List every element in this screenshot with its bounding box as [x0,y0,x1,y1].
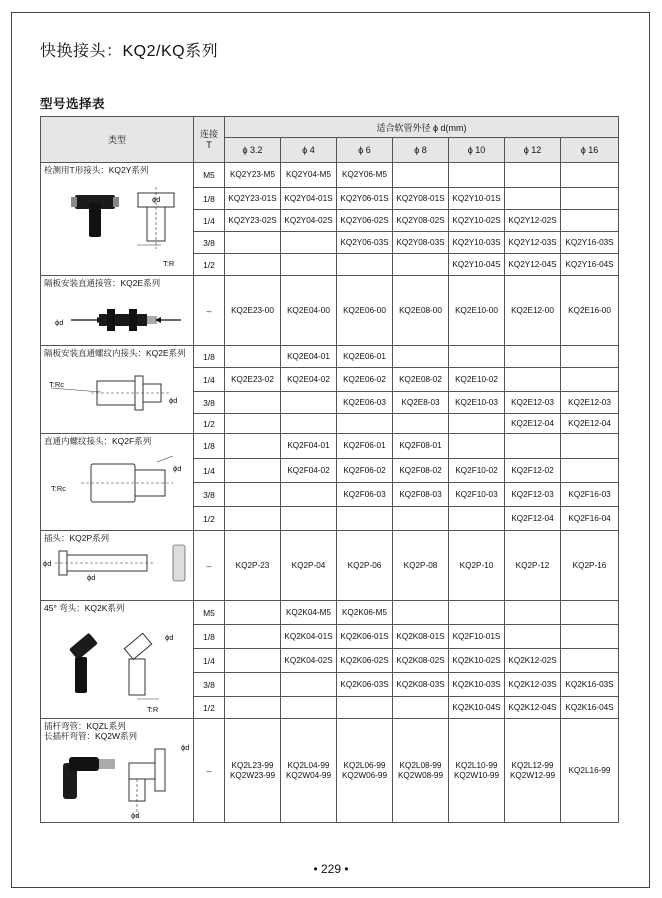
part-number-cell [225,254,281,276]
table-row [41,276,619,346]
dimension-label: T:R [163,259,175,268]
part-number-cell: KQ2Y16-04S [561,254,619,276]
part-number-cell: KQ2E06-02 [337,368,393,392]
connection-thread: M5 [194,163,225,188]
header-size: ϕ 10 [449,138,505,163]
connection-thread: 1/4 [194,368,225,392]
part-number-cell [225,232,281,254]
part-number-cell: KQ2F12-04 [505,507,561,531]
part-number-cell: KQ2E10-02 [449,368,505,392]
part-number-cell [225,697,281,719]
part-number-cell [393,507,449,531]
part-number-cell: KQ2E06-03 [337,392,393,414]
part-number-cell: KQ2Y10-04S [449,254,505,276]
part-number-cell: KQ2Y06-01S [337,188,393,210]
dimension-label: T:Rc [49,380,64,389]
type-cell [41,531,194,601]
part-number-cell [281,232,337,254]
type-cell [41,719,194,823]
part-number-cell: KQ2E12-03 [505,392,561,414]
part-number-cell: KQ2E23-02 [225,368,281,392]
part-number-cell [337,697,393,719]
part-number-cell: KQ2Y04-M5 [281,163,337,188]
header-size: ϕ 12 [505,138,561,163]
part-number-cell: KQ2F12-02 [505,459,561,483]
part-number-cell: KQ2K04-02S [281,649,337,673]
part-number-cell: KQ2F10-01S [449,625,505,649]
part-number-cell: KQ2E04-02 [281,368,337,392]
table-row [41,601,619,625]
part-number-cell [225,673,281,697]
part-number-cell: KQ2Y06-03S [337,232,393,254]
connection-thread: 1/8 [194,625,225,649]
part-number-cell: KQ2L04-99 KQ2W04-99 [281,719,337,823]
part-number-cell: KQ2K06-03S [337,673,393,697]
dimension-label: ϕd [165,633,174,642]
fitting-drawing [41,346,194,432]
header-type: 类型 [41,117,194,163]
part-number-cell: KQ2K06-02S [337,649,393,673]
part-number-cell: KQ2E08-02 [393,368,449,392]
dimension-label: ϕd [87,573,96,582]
part-number-cell: KQ2K10-02S [449,649,505,673]
part-number-cell: KQ2L16-99 [561,719,619,823]
part-number-cell: KQ2Y10-03S [449,232,505,254]
type-name: 隔板安装直通螺纹内接头：KQ2E系列 [44,348,186,358]
part-number-cell [393,163,449,188]
part-number-cell: KQ2F04-02 [281,459,337,483]
part-number-cell [505,346,561,368]
type-name: 隔板安装直通接管：KQ2E系列 [44,278,161,288]
part-number-cell [281,392,337,414]
type-cell [41,601,194,719]
part-number-cell [225,392,281,414]
type-name: 直通内螺纹接头：KQ2F系列 [44,436,152,446]
part-number-cell: KQ2P-12 [505,531,561,601]
part-number-cell [561,188,619,210]
part-number-cell: KQ2P-08 [393,531,449,601]
part-number-cell [449,507,505,531]
type-name: 插杆弯管：KQZL系列 长插杆弯管：KQ2W系列 [44,721,138,741]
part-number-cell [505,601,561,625]
part-number-cell [337,507,393,531]
part-number-cell [281,673,337,697]
part-number-cell: KQ2Y08-02S [393,210,449,232]
header-size: ϕ 4 [281,138,337,163]
part-number-cell [281,483,337,507]
part-number-cell: KQ2K06-M5 [337,601,393,625]
elbow-body-icon [69,633,98,660]
part-number-cell: KQ2E10-00 [449,276,505,346]
type-cell [41,434,194,531]
part-number-cell [449,346,505,368]
fitting-drawing [41,163,194,274]
table-row [41,163,619,188]
elbow-outline-icon [129,763,155,779]
part-number-cell: KQ2Y12-04S [505,254,561,276]
part-number-cell: KQ2K08-03S [393,673,449,697]
part-number-cell [505,625,561,649]
connection-thread: 1/2 [194,507,225,531]
part-number-cell [561,649,619,673]
part-number-cell: KQ2K04-01S [281,625,337,649]
header-size: ϕ 16 [561,138,619,163]
type-cell [41,276,194,346]
dimension-label: ϕd [181,743,190,752]
header-tube-od: 适合软管外径 ϕ d(mm) [225,117,619,138]
dimension-label: ϕd [169,396,178,405]
part-number-cell: KQ2L23-99 KQ2W23-99 [225,719,281,823]
part-number-cell: KQ2Y23-01S [225,188,281,210]
connection-thread: – [194,719,225,823]
part-number-cell [225,483,281,507]
type-name: 检测用T形接头：KQ2Y系列 [44,165,149,175]
part-number-cell: KQ2F06-02 [337,459,393,483]
section-title: 型号选择表 [40,97,106,111]
part-number-cell [449,414,505,434]
part-number-cell: KQ2Y06-M5 [337,163,393,188]
part-number-cell: KQ2P-04 [281,531,337,601]
part-number-cell [449,601,505,625]
part-number-cell: KQ2L10-99 KQ2W10-99 [449,719,505,823]
connection-thread: 1/2 [194,697,225,719]
fitting-drawing [41,601,194,717]
type-cell [41,346,194,434]
part-number-cell [449,163,505,188]
part-number-cell: KQ2P-23 [225,531,281,601]
connection-thread: 1/2 [194,254,225,276]
part-number-cell: KQ2Y16-03S [561,232,619,254]
part-number-cell: KQ2E04-01 [281,346,337,368]
part-number-cell [561,434,619,459]
part-number-cell [225,459,281,483]
part-number-cell [225,625,281,649]
part-number-cell [337,414,393,434]
header-size: ϕ 8 [393,138,449,163]
part-number-cell: KQ2Y23-M5 [225,163,281,188]
part-number-cell: KQ2K16-03S [561,673,619,697]
part-number-cell: KQ2F08-02 [393,459,449,483]
part-number-cell [505,368,561,392]
part-number-cell [561,210,619,232]
part-number-cell: KQ2Y10-02S [449,210,505,232]
connection-thread: 1/4 [194,649,225,673]
part-number-cell: KQ2Y10-01S [449,188,505,210]
part-number-cell [393,697,449,719]
part-number-cell: KQ2Y08-03S [393,232,449,254]
part-number-cell [561,346,619,368]
part-number-cell [225,414,281,434]
part-number-cell: KQ2E12-00 [505,276,561,346]
part-number-cell: KQ2F10-03 [449,483,505,507]
page-number: • 229 • [313,862,349,876]
part-number-cell: KQ2Y23-02S [225,210,281,232]
part-number-cell [561,163,619,188]
part-number-cell [505,434,561,459]
connection-thread: 1/2 [194,414,225,434]
connection-thread: 1/4 [194,459,225,483]
part-number-cell: KQ2K10-03S [449,673,505,697]
connection-thread: 3/8 [194,673,225,697]
part-number-cell [393,346,449,368]
model-selection-table [40,116,619,823]
part-number-cell: KQ2E10-03 [449,392,505,414]
part-number-cell [281,254,337,276]
part-number-cell: KQ2E04-00 [281,276,337,346]
part-number-cell: KQ2K12-02S [505,649,561,673]
connection-thread: 1/8 [194,434,225,459]
part-number-cell [505,163,561,188]
part-number-cell: KQ2F10-02 [449,459,505,483]
part-number-cell [225,649,281,673]
connection-thread: 1/4 [194,210,225,232]
part-number-cell [393,254,449,276]
part-number-cell [561,459,619,483]
part-number-cell: KQ2K10-04S [449,697,505,719]
part-number-cell: KQ2Y04-01S [281,188,337,210]
part-number-cell [281,697,337,719]
part-number-cell [449,434,505,459]
part-number-cell: KQ2E12-04 [505,414,561,434]
part-number-cell: KQ2P-06 [337,531,393,601]
part-number-cell: KQ2F06-01 [337,434,393,459]
part-number-cell: KQ2E12-04 [561,414,619,434]
connection-thread: M5 [194,601,225,625]
table-row [41,346,619,368]
fitting-drawing [41,434,194,529]
type-name: 45° 弯头：KQ2K系列 [44,603,125,613]
elbow-outline-icon [129,659,145,695]
part-number-cell: KQ2K04-M5 [281,601,337,625]
part-number-cell: KQ2F06-03 [337,483,393,507]
part-number-cell [393,601,449,625]
part-number-cell [561,601,619,625]
part-number-cell: KQ2P-16 [561,531,619,601]
type-cell [41,163,194,276]
part-number-cell: KQ2K08-01S [393,625,449,649]
part-number-cell: KQ2Y12-02S [505,210,561,232]
header-size: ϕ 6 [337,138,393,163]
part-number-cell [225,601,281,625]
part-number-cell: KQ2K06-01S [337,625,393,649]
part-number-cell: KQ2F16-04 [561,507,619,531]
part-number-cell: KQ2E08-00 [393,276,449,346]
part-number-cell [281,507,337,531]
header-connection: 连接 T [194,117,225,163]
dimension-label: ϕd [173,464,182,473]
fitting-body-icon [99,314,147,326]
part-number-cell: KQ2E16-00 [561,276,619,346]
connection-thread: – [194,276,225,346]
part-number-cell [393,414,449,434]
connection-thread: 3/8 [194,483,225,507]
part-number-cell [505,188,561,210]
page-title: 快换接头：KQ2/KQ系列 [40,43,219,60]
part-number-cell: KQ2Y08-01S [393,188,449,210]
part-number-cell [561,368,619,392]
part-number-cell: KQ2E06-01 [337,346,393,368]
part-number-cell: KQ2L12-99 KQ2W12-99 [505,719,561,823]
part-number-cell: KQ2L08-99 KQ2W08-99 [393,719,449,823]
part-number-cell: KQ2F04-01 [281,434,337,459]
part-number-cell [225,507,281,531]
part-number-cell: KQ2K12-04S [505,697,561,719]
part-number-cell: KQ2K12-03S [505,673,561,697]
table-row [41,434,619,459]
dimension-label: ϕd [131,811,140,820]
connection-thread: 3/8 [194,392,225,414]
part-number-cell: KQ2P-10 [449,531,505,601]
connection-thread: 3/8 [194,232,225,254]
part-number-cell: KQ2L06-99 KQ2W06-99 [337,719,393,823]
part-number-cell: KQ2Y06-02S [337,210,393,232]
part-number-cell: KQ2E8-03 [393,392,449,414]
dimension-label: ϕd [152,195,161,204]
part-number-cell [225,434,281,459]
part-number-cell: KQ2Y04-02S [281,210,337,232]
part-number-cell: KQ2F08-01 [393,434,449,459]
table-row [41,719,619,823]
table-row [41,531,619,601]
part-number-cell: KQ2F12-03 [505,483,561,507]
part-number-cell: KQ2K16-04S [561,697,619,719]
dimension-label: T:Rc [51,484,66,493]
dimension-label: ϕd [43,559,52,568]
part-number-cell [225,346,281,368]
dimension-label: T:R [147,705,159,714]
connection-thread: 1/8 [194,188,225,210]
part-number-cell: KQ2Y12-03S [505,232,561,254]
dimension-label: ϕd [55,318,64,327]
part-number-cell [281,414,337,434]
part-number-cell [337,254,393,276]
part-number-cell: KQ2F08-03 [393,483,449,507]
part-number-cell [561,625,619,649]
part-number-cell: KQ2F16-03 [561,483,619,507]
part-number-cell: KQ2E23-00 [225,276,281,346]
part-number-cell: KQ2E06-00 [337,276,393,346]
connection-thread: 1/8 [194,346,225,368]
part-number-cell: KQ2E12-03 [561,392,619,414]
connection-thread: – [194,531,225,601]
part-number-cell: KQ2K08-02S [393,649,449,673]
type-name: 插头：KQ2P系列 [44,533,110,543]
header-size: ϕ 3.2 [225,138,281,163]
